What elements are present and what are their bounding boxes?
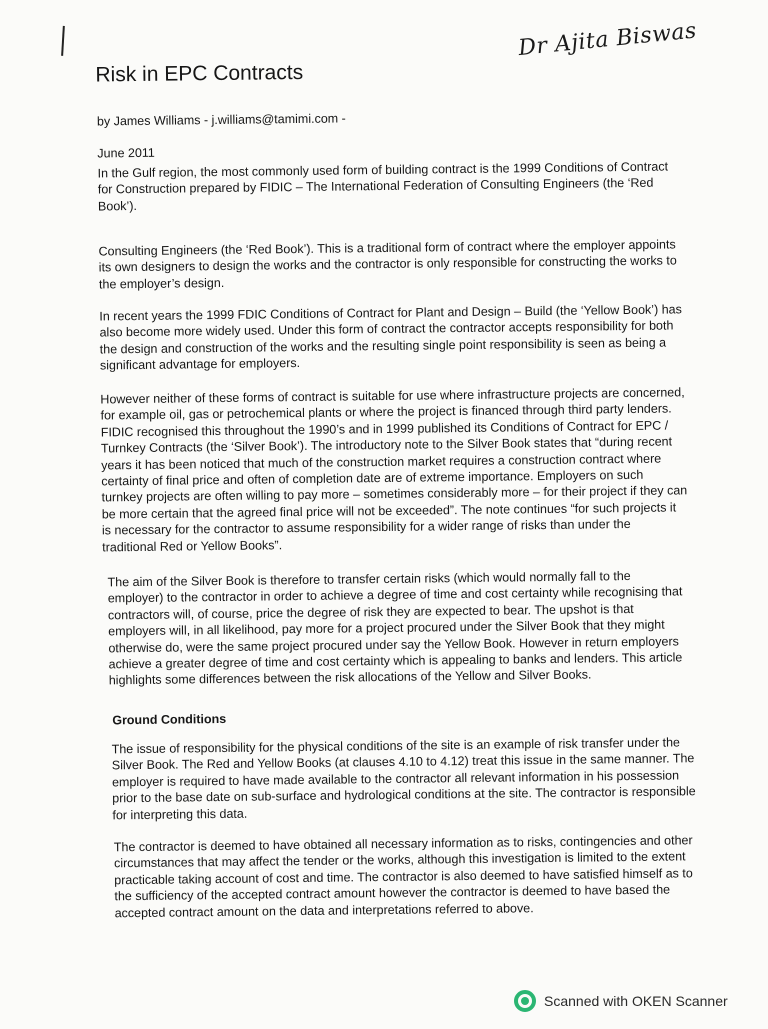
scanner-watermark [514,990,728,1012]
margin-pen-mark [61,26,65,56]
author-byline: by James Williams - j.williams@tamimi.com - [96,111,346,129]
paragraph: However neither of these forms of contract is suitable for use where infrastructure projects are concerned, for example oil, gas or petrochemical plants or where the project is financed through third party lenders. FIDIC recognised this throughout the 1990’s and in 1999 published its Conditions of Contract for EPC / Turnkey Contracts (the ‘Silver Book’). The introductory note to the Silver Book states that “during recent years it has been noticed that much of the construction market requires a construction contract where certainty of final price and often of completion date are of extreme importance. Employers on such turnkey projects are often willing to pay more – sometimes considerably more – for their project if they can be more certain that the agreed final price will not be exceeded”. The note continues “for such projects it is necessary for the contractor to assume responsibility for a wider range of risks than under the traditional Red or Yellow Books”. [100,385,688,555]
document-title: Risk in EPC Contracts [95,60,304,87]
section-heading: Ground Conditions [112,711,227,728]
handwritten-signature: Dr Ajita Biswas [517,18,698,62]
section-paragraph: The contractor is deemed to have obtained all necessary information as to risks, contingencies and other circumstances that may affect the tender or the works, although this investigation is limited to the extent practicable taking account of cost and time. The contractor is also deemed to have satisfied himself as to the sufficiency of the accepted contract amount however the contractor is deemed to have based the accepted contract amount on the data and interpretations referred to above. [113,833,693,920]
section-paragraph: The issue of responsibility for the physical conditions of the site is an example of risk transfer under the Silver Book. The Red and Yellow Books (at clauses 4.10 to 4.12) treat this issue in the same manner. The employer is required to have made available to the contractor all relevant information in his possession prior to the base date on sub-surface and hydrological conditions at the site. The contractor is responsible for interpreting this data. [111,735,696,822]
paragraph: The aim of the Silver Book is therefore to transfer certain risks (which would normally fall to the employer) to the contractor in order to achieve a degree of time and cost certainty while recognising that contractors will, of course, price the degree of risk they are expected to bear. The upshot is that employers will, in all likelihood, pay more for a project procured under the Silver Book that they might otherwise do, were the same project procured under say the Yellow Book. However in return employers achieve a greater degree of time and cost certainty which is appealing to banks and lenders. This article highlights some differences between the risk allocations of the Yellow and Silver Books. [107,568,683,688]
paragraph: Consulting Engineers (the ‘Red Book’). This is a traditional form of contract where the employer appoints its own designers to design the works and the contractor is only responsible for constructing the works to the employer’s design. [98,237,677,292]
paragraph: In the Gulf region, the most commonly used form of building contract is the 1999 Conditions of Contract for Construction prepared by FIDIC – The International Federation of Consulting Engineers (the ‘Red Book’). [97,159,669,214]
scanner-label: Scanned with OKEN Scanner [544,993,728,1009]
publication-date: June 2011 [97,145,155,161]
oken-logo-icon [514,990,536,1012]
paragraph: In recent years the 1999 FDIC Conditions of Contract for Plant and Design – Build (the ‘Yellow Book’) has also become more widely used. Under this form of contract the contractor accepts responsibility for both the design and construction of the works and the resulting single point responsibility is seen as being a significant advantage for employers. [99,302,682,373]
